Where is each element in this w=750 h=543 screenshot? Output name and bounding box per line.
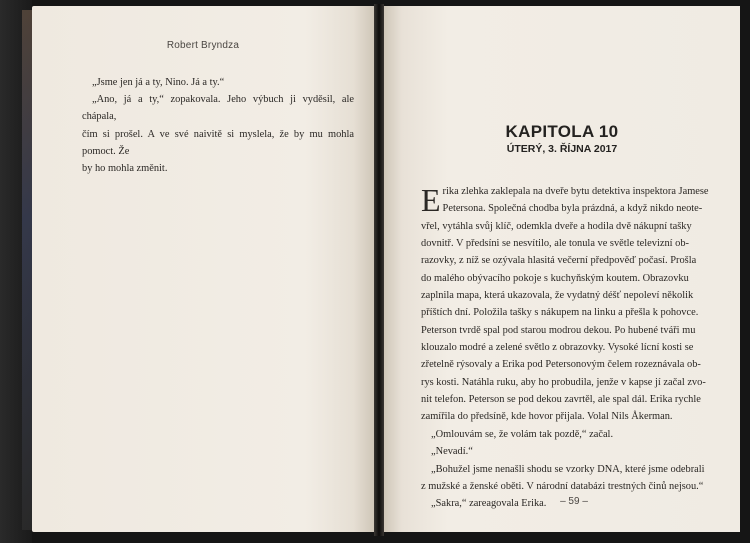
text-line: zaplnila mapa, která ukazovala, že vydatný déšť nepoleví několik	[421, 290, 694, 302]
page-number: – 59 –	[560, 496, 588, 507]
text-line: zamířila do předsíně, kde hovor přijala. Volal Nils Åkerman.	[421, 411, 673, 423]
book-cover-edge	[22, 10, 32, 530]
text-line: nit telefon. Peterson se pod dekou zavrtěl, ale spal dál. Erika rychle	[421, 394, 701, 406]
left-page	[32, 6, 374, 532]
text-line: rika zlehka zaklepala na dveře bytu detektiva inspektora Jamese	[442, 186, 709, 197]
right-page	[384, 6, 740, 532]
text-line: klouzalo modré a zelené světlo z obrazovky. Vysoké lícní kosti se	[421, 342, 694, 354]
chapter-title: KAPITOLA 10	[505, 122, 619, 141]
chapter-date: ÚTERÝ, 3. ŘÍJNA 2017	[506, 143, 618, 155]
text-line: Petersona. Společná chodba byla prázdná, a když nikdo neote-	[442, 203, 703, 215]
text-line: do malého obývacího pokoje s kuchyňským koutem. Obrazovku	[421, 272, 689, 284]
text-line: „Nevadí.“	[431, 446, 473, 458]
text-line: „Ano, já a ty,“ zopakovala. Jeho výbuch ji vyděsil, ale chápala,	[82, 94, 354, 123]
text-line: dovnitř. V předsíni se nesvítilo, ale tonula ve světle televizní ob-	[421, 238, 689, 250]
text-line: razovky, z níž se ozývala hlasitá večerní předpověď počasí. Prošla	[421, 255, 697, 267]
text-line: Peterson tvrdě spal pod starou modrou dekou. Po hubené tváři mu	[421, 324, 696, 336]
text-line: „Jsme jen já a ty, Nino. Já a ty.“	[92, 77, 225, 88]
text-line: „Bohužel jsme nenašli shodu se vzorky DNA, které jsme odebrali	[431, 463, 705, 475]
running-header-author: Robert Bryndza	[166, 40, 240, 51]
book-gutter	[374, 4, 384, 536]
text-line: by ho mohla změnit.	[82, 163, 168, 175]
text-line: vřel, vytáhla svůj klíč, odemkla dveře a hodila dvě nákupní tašky	[421, 220, 692, 232]
text-line: „Sakra,“ zareagovala Erika.	[431, 498, 547, 510]
text-line: rys kosti. Natáhla ruku, aby ho probudila, jenže v kapse jí začal zvo-	[421, 376, 706, 388]
right-page-body	[421, 183, 713, 513]
drop-cap: E	[421, 182, 441, 218]
text-line: z mužské a ženské oběti. V národní databázi trestných činů nejsou.“	[421, 480, 704, 492]
text-line: zřetelně rýsovaly a Erika pod Petersonovým čelem rozeznávala ob-	[421, 359, 701, 371]
text-line: čím si prošel. A ve své naivitě si myslela, že by mu mohla pomoct. Že	[82, 128, 354, 157]
left-page-body	[82, 74, 354, 177]
text-line: „Omlouvám se, že volám tak pozdě,“ začal.	[431, 428, 614, 440]
text-line: příštích dní. Položila tašky s nákupem na linku a přešla k pohovce.	[421, 307, 699, 319]
